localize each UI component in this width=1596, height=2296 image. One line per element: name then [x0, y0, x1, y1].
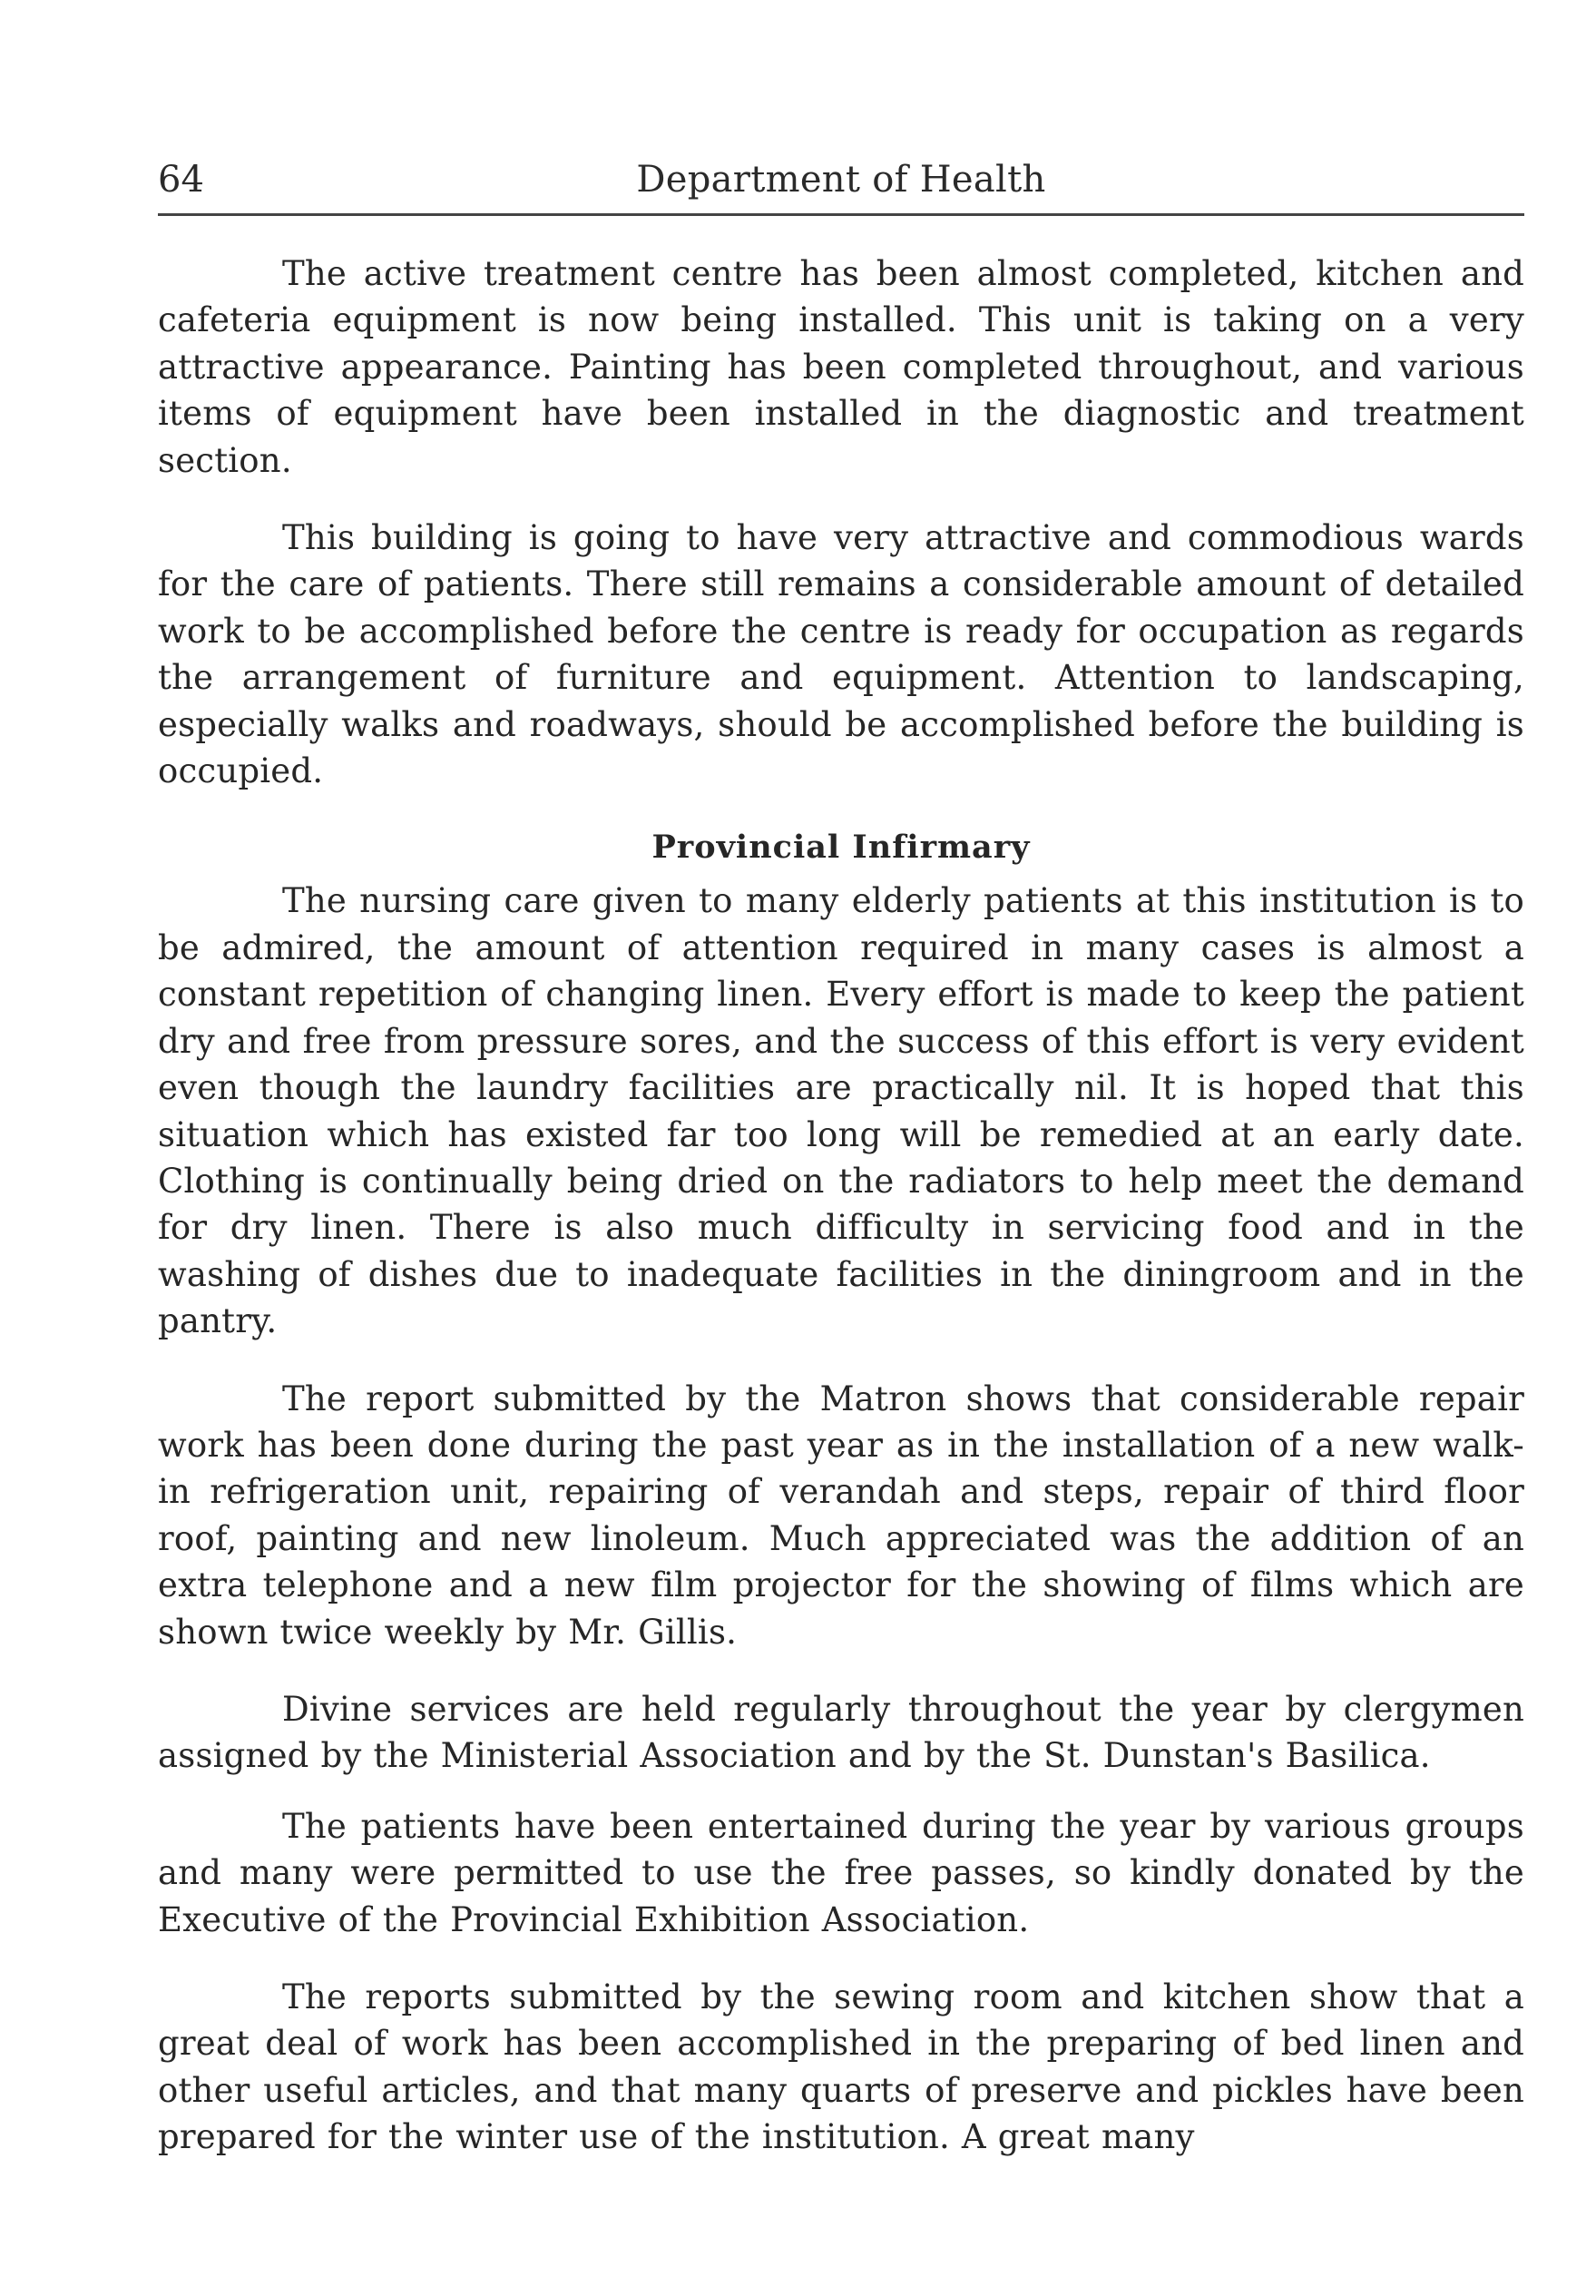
paragraph-nursing-care: The nursing care given to many elderly patients at this institution is to be admired, the amount of attention required in many cases is almost a constant repetition of changing linen. Every effort is made to keep the patient dry and free from pressure sores, and the success of this effort is very evident even though the laundry facilities are practically nil. It is hoped that this situation which has existed far too long will be remedied at an early date. Clothing is continually being dried on the radiators to help meet the demand for dry linen. There is also much difficulty in servicing food and in the washing of dishes due to inadequate facilities in the diningroom and in the pantry.	[158, 881, 1524, 1341]
paragraph-sewing-kitchen: The reports submitted by the sewing room and kitchen show that a great deal of work has been accomplished in the preparing of bed linen and other useful articles, and that many quarts of preserve and pickles have been prepared for the winter use of the institution. A great many	[158, 1977, 1524, 2157]
section-heading: Provincial Infirmary	[651, 829, 1031, 867]
paragraph-divine-services: Divine services are held regularly throughout the year by clergymen assigned by the Ministerial Association and by the St. Dunstan's Basilica.	[158, 1689, 1524, 1776]
paragraph-matron-report: The report submitted by the Matron shows that considerable repair work has been done during the past year as in the installation of a new walk-in refrigeration unit, repairing of verandah and steps, repair of third floor roof, painting and new linoleum. Much appreciated was the addition of an extra telephone and a new film projector for the showing of films which are shown twice weekly by Mr. Gillis.	[158, 1379, 1524, 1652]
page-header	[158, 152, 1524, 207]
paragraph-building-wards: This building is going to have very attractive and commodious wards for the care of patients. There still remains a considerable amount of detailed work to be accomplished before the centre is ready for occupation as regards the arrangement of furniture and equipment. Attention to landscaping, especially walks and roadways, should be accomplished before the building is occupied.	[158, 518, 1524, 791]
running-title: Department of Health	[636, 159, 1046, 201]
body-text	[158, 250, 1524, 2161]
paragraph-active-treatment-centre: The active treatment centre has been almost completed, kitchen and cafeteria equipment is now being installed. This unit is taking on a very attractive appearance. Painting has been completed throughout, and various items of equipment have been installed in the diagnostic and treatment section.	[158, 254, 1524, 480]
paragraph-entertainment: The patients have been entertained during the year by various groups and many were permitted to use the free passes, so kindly donated by the Executive of the Provincial Exhibition Association.	[158, 1806, 1524, 1939]
header-divider	[158, 213, 1524, 216]
page-number: 64	[158, 159, 204, 201]
